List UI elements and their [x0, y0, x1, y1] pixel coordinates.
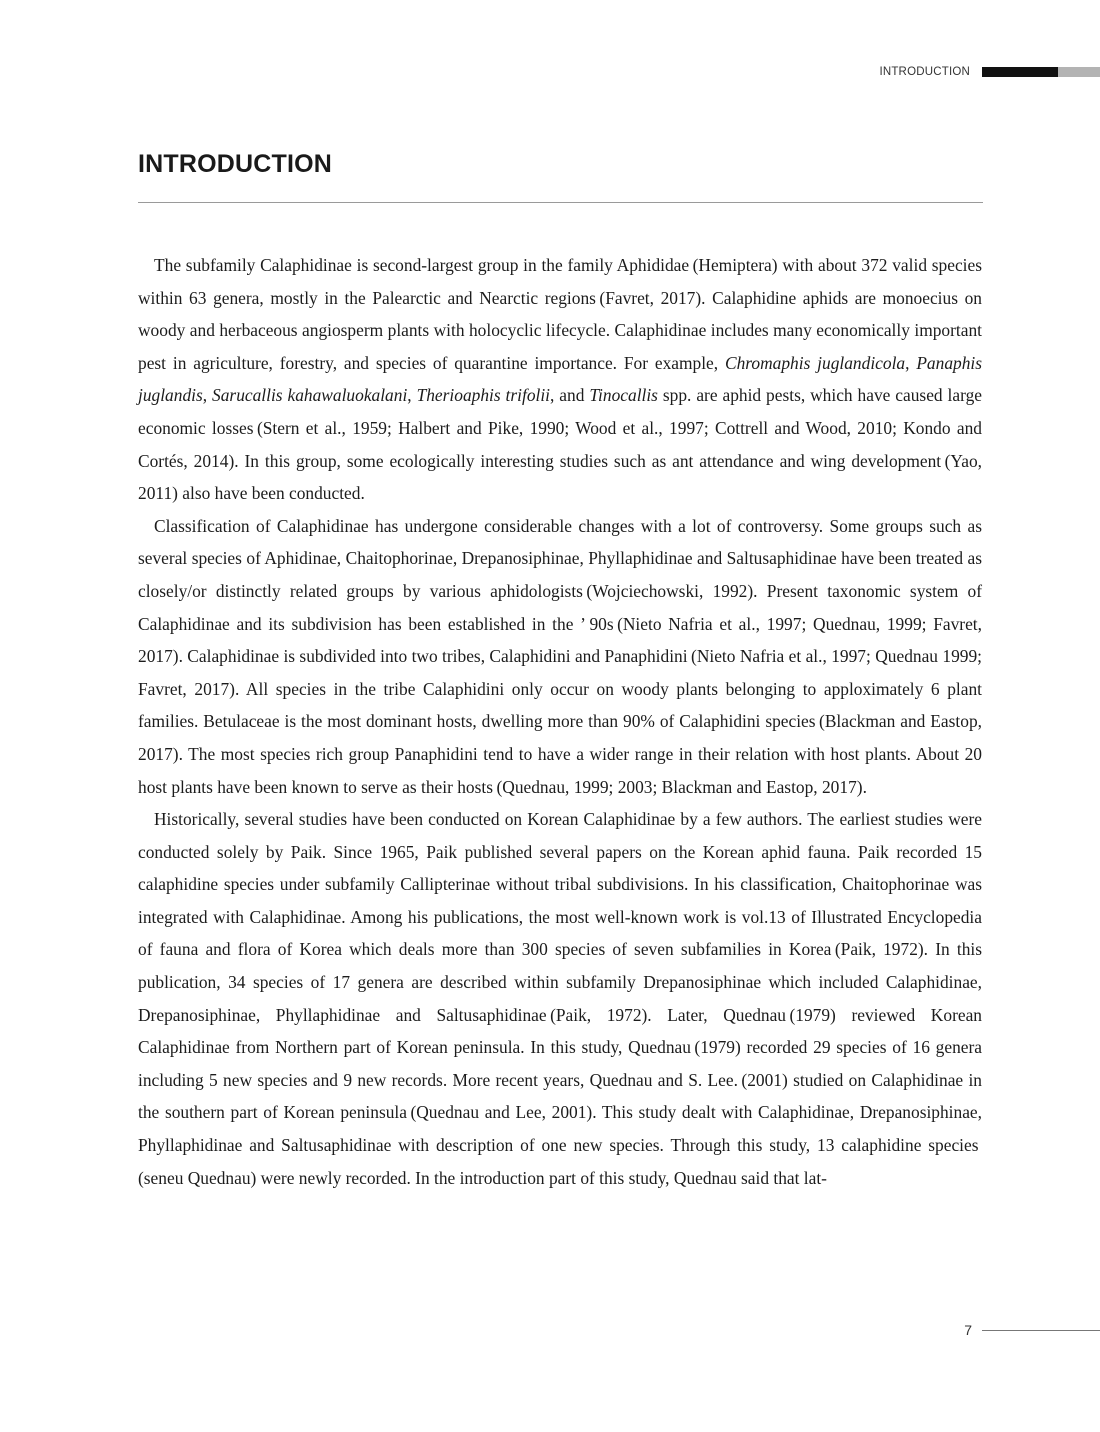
text-run: ,: [202, 385, 213, 406]
paragraph: [138, 249, 982, 510]
body-text: [138, 249, 982, 1194]
text-run: spp. are aphid pests, which have caused large economic losses (Stern et al., 1959; Halbert and Pike, 1990; Wood et al., 1997; Cottrell and Wood, 2010; Kondo and Cortés, 2014). In this group, some ecologically interesting studies such as ant attendance and wing development (Yao, 2011) also have been conducted.: [138, 385, 982, 504]
running-header-title: INTRODUCTION: [879, 66, 970, 78]
header-bar-dark: [982, 67, 1058, 77]
paragraph: [138, 803, 982, 1194]
species-name: Tinocallis: [589, 385, 658, 406]
species-name: Panaphis juglandis: [138, 352, 983, 406]
species-name: Chromaphis juglandicola: [724, 352, 906, 373]
page-footer: [964, 1322, 1100, 1338]
text-run: The subfamily Calaphidinae is second-largest group in the family Aphididae (Hemiptera) with about 372 valid species within 63 genera, mostly in the Palearctic and Nearctic regions (Favret, 2017). Calaphidine aphids are monoecius on woody and herbaceous angiosperm plants with holocyclic lifecycle. Calaphidinae includes many economically important pest in agriculture, forestry, and species of quarantine importance. For example,: [138, 255, 982, 373]
running-header: [879, 66, 1100, 78]
text-run: ,: [407, 385, 417, 406]
section-title: INTRODUCTION: [138, 150, 333, 178]
species-name: Sarucallis kahawaluokalani: [212, 385, 408, 406]
paragraph: [138, 510, 982, 803]
footer-rule: [982, 1330, 1100, 1331]
title-divider: [138, 202, 983, 203]
text-run: ,: [905, 352, 917, 373]
text-run: , and: [550, 385, 590, 406]
text-run: Classification of Calaphidinae has undergone considerable changes with a lot of controversy. Some groups such as several species of Aphidinae, Chaitophorinae, Drepanosiphinae, Phyllaphidinae and Saltusaphidinae have been treated as closely/or distinctly related groups by various aphidologists (Wojciechowski, 1992). Present taxonomic system of Calaphidinae and its subdivision has been established in the ’ 90s (Nieto Nafria et al., 1997; Quednau, 1999; Favret, 2017). Calaphidinae is subdivided into two tribes, Calaphidini and Panaphidini (Nieto Nafria et al., 1997; Quednau 1999; Favret, 2017). All species in the tribe Calaphidini only occur on woody plants belonging to apploximately 6 plant families. Betulaceae is the most dominant hosts, dwelling more than 90% of Calaphidini species (Blackman and Eastop, 2017). The most species rich group Panaphidini tend to have a wider range in their relation with host plants. About 20 host plants have been known to serve as their hosts (Quednau, 1999; 2003; Blackman and Eastop, 2017).: [138, 515, 982, 797]
text-run: Historically, several studies have been conducted on Korean Calaphidinae by a few authors. The earliest studies were conducted solely by Paik. Since 1965, Paik published several papers on the Korean aphid fauna. Paik recorded 15 calaphidine species under subfamily Callipterinae without tribal subdivisions. In his classification, Chaitophorinae was integrated with Calaphidinae. Among his publications, the most well-known work is vol.13 of Illustrated Encyclopedia of fauna and flora of Korea which deals more than 300 species of seven subfamilies in Korea (Paik, 1972). In this publication, 34 species of 17 genera are described within subfamily Drepanosiphinae which included Calaphidinae, Drepanosiphinae, Phyllaphidinae and Saltusaphidinae (Paik, 1972). Later, Quednau (1979) reviewed Korean Calaphidinae from Northern part of Korean peninsula. In this study, Quednau (1979) recorded 29 species of 16 genera including 5 new species and 9 new records. More recent years, Quednau and S. Lee. (2001) studied on Calaphidinae in the southern part of Korean peninsula (Quednau and Lee, 2001). This study dealt with Calaphidinae, Drepanosiphinae, Phyllaphidinae and Saltusaphidinae with description of one new species. Through this study, 13 calaphidine species (seneu Quednau) were newly recorded. In the introduction part of this study, Quednau said that lat-: [138, 809, 982, 1188]
species-name: Therioaphis trifolii: [416, 385, 551, 406]
header-bar-light: [1058, 67, 1100, 77]
page-number: 7: [964, 1322, 972, 1338]
